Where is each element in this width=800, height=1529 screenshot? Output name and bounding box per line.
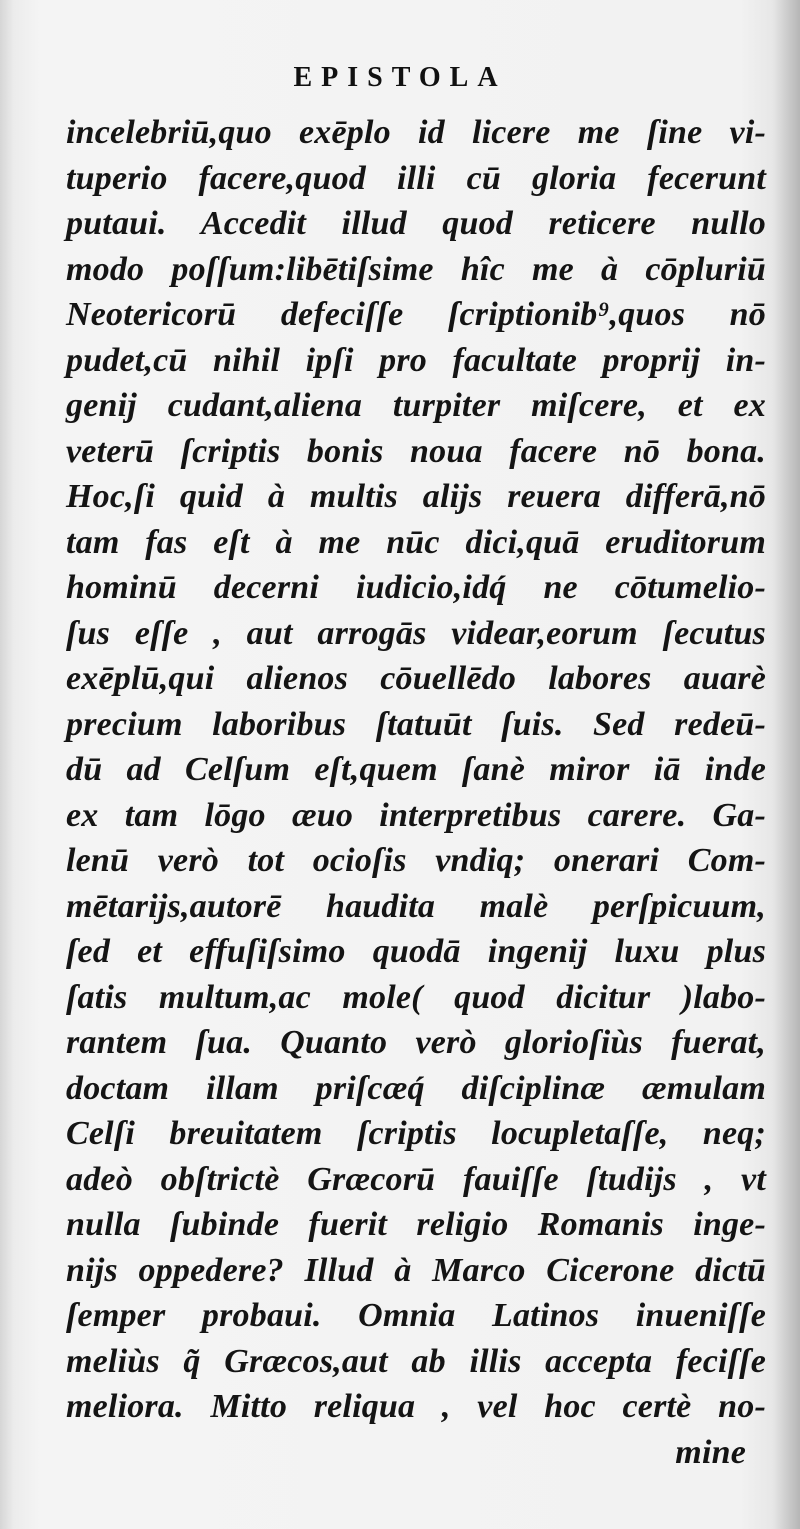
text-line: ſemper probaui. Omnia Latinos inueniſſe <box>66 1297 766 1334</box>
text-line: doctam illam priſcæq́ diſciplinæ æmulam <box>66 1069 766 1107</box>
text-line: putaui. Accedit illud quod reticere nullo <box>66 205 766 242</box>
text-line: adeò obſtrictè Græcorū fauiſſe ſtudijs , vt <box>66 1160 766 1198</box>
text-line: dū ad Celſum eſt,quem ſanè miror iā inde <box>66 751 766 788</box>
text-line: rantem ſua. Quanto verò glorioſiùs fuerat, <box>66 1024 766 1061</box>
text-line: meliùs q̃ Græcos,aut ab illis accepta feciſſe <box>66 1342 766 1380</box>
page-edge-shadow <box>772 0 800 1529</box>
text-line: Neotericorū defeciſſe ſcriptionib⁹,quos nō <box>66 296 766 333</box>
text-line: modo poſſum:libētiſsime hîc me à cōpluriū <box>66 250 766 288</box>
text-line: ſatis multum,ac mole( quod dicitur )labo- <box>66 978 766 1016</box>
text-line: tam fas eſt à me nūc dici,quā eruditorum <box>66 523 766 561</box>
text-line: genij cudant,aliena turpiter miſcere, et ex <box>66 387 766 424</box>
text-line: ſus eſſe , aut arrogās videar,eorum ſecutus <box>66 614 766 652</box>
text-line: mine <box>675 1433 746 1471</box>
text-line: lenū verò tot ocioſis vndiq; onerari Com- <box>66 842 766 879</box>
text-line: nijs oppedere? Illud à Marco Cicerone dictū <box>66 1251 766 1289</box>
text-line: veterū ſcriptis bonis noua facere nō bona. <box>66 432 766 470</box>
running-head: EPISTOLA <box>293 62 507 93</box>
text-line: nulla ſubinde fuerit religio Romanis inge- <box>66 1206 766 1243</box>
text-line: precium laboribus ſtatuūt ſuis. Sed redeū- <box>66 705 766 743</box>
text-line: hominū decerni iudicio,idq́ ne cōtumelio- <box>66 569 766 606</box>
text-line: Hoc,ſi quid à multis alijs reuera differā,nō <box>66 478 766 515</box>
text-line: exēplū,qui alienos cōuellēdo labores auarè <box>66 660 766 697</box>
text-line: meliora. Mitto reliqua , vel hoc certè no- <box>66 1388 766 1425</box>
text-line: mētarijs,autorē haudita malè perſpicuum, <box>66 887 766 925</box>
body-text <box>66 110 766 1475</box>
text-line: ex tam lōgo æuo interpretibus carere. Ga- <box>66 796 766 834</box>
text-line: incelebriū,quo exēplo id licere me ſine vi- <box>66 114 766 151</box>
text-line: pudet,cū nihil ipſi pro facultate proprij in- <box>66 341 766 379</box>
text-line: tuperio facere,quod illi cū gloria fecerunt <box>66 159 766 197</box>
text-line: Celſi breuitatem ſcriptis locupletaſſe, neq; <box>66 1115 766 1152</box>
text-line: ſed et effuſiſsimo quodā ingenij luxu plus <box>66 933 766 970</box>
